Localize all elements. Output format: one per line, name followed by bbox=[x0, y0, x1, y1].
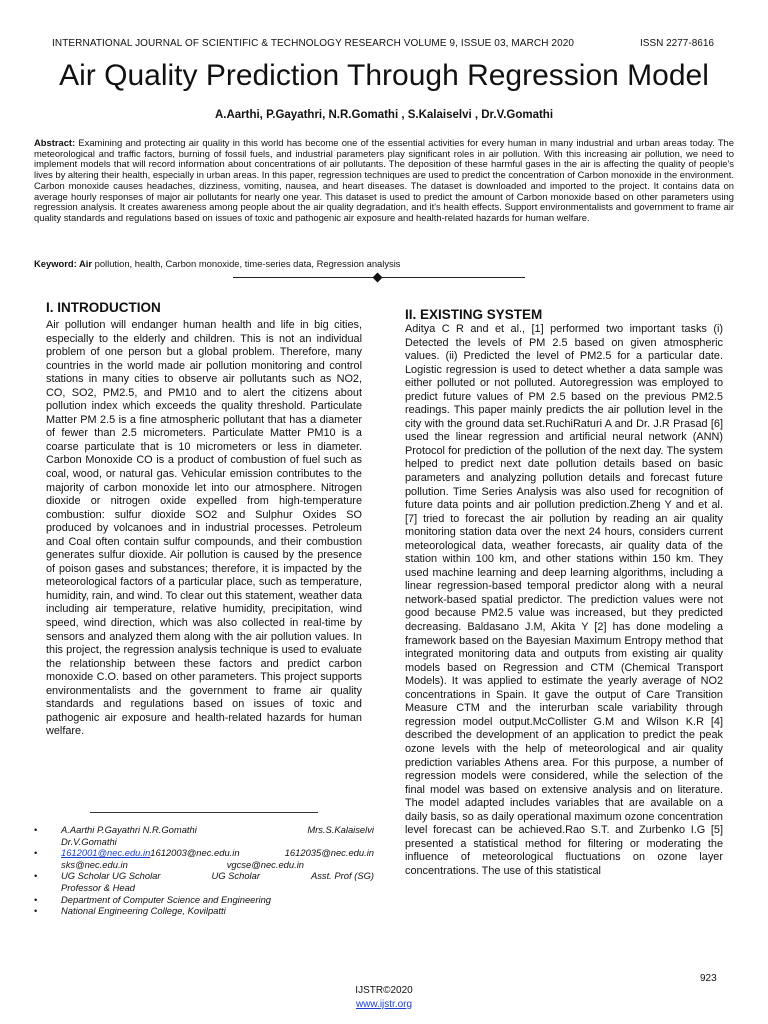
footnote-emails bbox=[34, 847, 374, 870]
role-text: Professor & Head bbox=[61, 881, 135, 893]
paper-title: Air Quality Prediction Through Regression Model bbox=[59, 59, 709, 92]
footnote-author-kalaiselvi: Mrs.S.Kalaiselvi bbox=[307, 824, 374, 835]
divider-diamond-icon bbox=[373, 272, 383, 282]
bullet-icon: • bbox=[34, 824, 38, 835]
role-text: UG Scholar bbox=[211, 870, 260, 882]
heading-existing-system: II. EXISTING SYSTEM bbox=[405, 307, 543, 322]
email-text: vgcse@nec.edu.in bbox=[226, 858, 304, 870]
footnote-authors bbox=[34, 824, 374, 847]
keywords bbox=[34, 258, 734, 269]
author-list: A.Aarthi, P.Gayathri, N.R.Gomathi , S.Kalaiselvi , Dr.V.Gomathi bbox=[214, 109, 554, 121]
footnote-college bbox=[34, 905, 374, 917]
bullet-icon: • bbox=[34, 847, 38, 859]
introduction-text: Air pollution will endanger human health and life in big cities, especially to the elderly and children. This is not an individual problem of one person but a global problem. Therefore, many countries in the world made air pollution monitoring and control stations in many cities to observe air pollutants such as NO2, CO, SO2, PM2.5, and PM10 and to alert the citizens about pollution index which exceeds the quality threshold. Particulate Matter PM 2.5 is a fine atmospheric pollutant that has a diameter of fewer than 2.5 micrometers. Particulate Matter PM10 is a coarse particulate that is 10 micrometers or less in diameter. Carbon Monoxide CO is a product of combustion of fuel such as coal, wood, or natural gas. Vehicular emission contributes to the majority of carbon monoxide let into our atmosphere. Nitrogen dioxide or nitrogen oxide expelled from high-temperature combustion: sulfur dioxide SO2 and Sulphur Oxides SO produced by volcanoes and in industrial processes. Petroleum and Coal often contain sulfur compounds, and their combustion generates sulfur dioxide. Air pollution is caused by the presence of poison gases and substances; therefore, it is impacted by the meteorological factors of a particular place, such as temperature, humidity, rain, and wind. To clear out this statement, weather data including air temperature, relative humidity, precipitation, wind speed, wind direction, which was also collected in real-time by sensors and analyzed them along with the air pollution values. In this project, the regression analysis technique is used to evaluate the relationship between these factors and predict carbon monoxide C.O. based on other parameters. This project supports environmentalists and the government to frame air quality standards and regulations based on issues of toxic and pathogenic air exposure and health-related hazards for human welfare. bbox=[46, 319, 362, 738]
footnote-department bbox=[34, 894, 374, 906]
bullet-icon: • bbox=[34, 905, 38, 917]
author-footnotes bbox=[34, 824, 374, 917]
role-text: UG Scholar UG Scholar bbox=[61, 870, 161, 882]
abstract bbox=[34, 138, 734, 224]
issn-label: ISSN 2277-8616 bbox=[640, 38, 714, 49]
footnote-rule bbox=[90, 812, 318, 813]
keyword-label: Keyword: Air bbox=[34, 258, 92, 269]
college-text: National Engineering College, Kovilpatti bbox=[61, 905, 226, 917]
keyword-text: pollution, health, Carbon monoxide, time-series data, Regression analysis bbox=[92, 258, 401, 269]
heading-introduction: I. INTRODUCTION bbox=[46, 300, 161, 315]
role-text: Asst. Prof (SG) bbox=[310, 870, 374, 882]
email-text: sks@nec.edu.in bbox=[61, 858, 128, 870]
footnote-author-names: A.Aarthi P.Gayathri N.R.Gomathi bbox=[61, 824, 197, 835]
bullet-icon: • bbox=[34, 870, 38, 882]
footer-copyright: IJSTR©2020 bbox=[355, 985, 413, 996]
page-number: 923 bbox=[700, 973, 717, 984]
email-text: 1612035@nec.edu.in bbox=[284, 847, 374, 859]
bullet-icon: • bbox=[34, 893, 38, 905]
existing-system-text: Aditya C R and et al., [1] performed two important tasks (i) Detected the levels of PM 2.5 based on given atmospheric values. (ii) Predicted the level of PM2.5 for a particular date. Logistic regression is used to detect whether a data sample was either polluted or not polluted. Autoregression was employed to predict future values of PM 2.5 based on the previous PM2.5 readings. This paper mainly predicts the air pollution level in the city with the ground data set.RuchiRaturi A and Dr. J.R Prasad [6] used the linear regression and artificial neural network (ANN) Protocol for prediction of the pollution of the next day. The system helped to predict next date pollution details based on basic parameters and analyzing pollution details and forecast future pollution. Time Series Analysis was also used for recognition of future data points and air pollution prediction.Zheng Y and et al. [7] tried to forecast the air pollution by reading an air quality monitoring station data over the next 24 hours, considers current meteorological data, weather forecasts, air quality data of the station within 100 km, and other stations within 150 km. They used machine learning and deep learning algorithms, including a linear regression-based temporal predictor along with a neural network-based spatial predictor. The prediction values were not good because PM2.5 value was increased, but they predicted decreasing. Baldasano J.M, Akita Y [2] has done modeling a framework based on the Bayesian Maximum Entropy method that integrated monitoring data and outputs from existing air quality models based on Regression and CTM (Chemical Transport Models). It was applied to estimate the yearly average of NO2 concentrations in Spain. It gave the output of Care Transition Measure CTM and the interurban scale variability through regression model output.McCollister G.M and Wilson K.R [4] described the development of an application to predict the peak ozone levels with the help of meteorological and air quality prediction variables Athens area. For this purpose, a number of regression models were considered, while the selection of the final model was based on extensive analysis and on literature. The model adapted includes variables that are available on a daily basis, so as daily operational maximum ozone concentration level forecast can be achieved.Rao S.T. and Zurbenko I.G [5] presented a statistical method for filtering or moderating the influence of meteorological fluctuations on ozone layer concentrations. The use of this statistical bbox=[405, 323, 723, 877]
footnote-roles bbox=[34, 870, 374, 893]
footer-website-link[interactable]: www.ijstr.org bbox=[355, 999, 413, 1010]
footnote-author-gomathi: Dr.V.Gomathi bbox=[61, 835, 117, 847]
email-link[interactable]: 1612001@nec.edu.in bbox=[61, 847, 151, 859]
email-text: 1612003@nec.edu.in bbox=[150, 847, 240, 859]
journal-header: INTERNATIONAL JOURNAL OF SCIENTIFIC & TECHNOLOGY RESEARCH VOLUME 9, ISSUE 03, MARCH 2020 bbox=[52, 38, 575, 49]
abstract-text: Examining and protecting air quality in this world has become one of the essential activities for every human in many industrial and urban areas today. The meteorological and traffic factors, burning of fossil fuels, and industrial parameters play significant roles in air pollution. With this increasing air pollution, we need to implement models that will record information about concentrations of air pollutants. The deposition of these harmful gases in the air is affecting the quality of people's lives by altering their health, especially in urban areas. In this paper, regression techniques are used to predict the concentration of Carbon monoxide in the environment. Carbon monoxide causes headaches, dizziness, vomiting, nausea, and heart diseases. The dataset is downloaded and imported to the project. It contains data on average hourly responses of major air pollutants for nearly one year. This dataset is used to predict the amount of Carbon monoxide based on other parameters using regression analysis. It creates awareness among people about the air quality degradation, and it's health effects. Support environmentalists and government to frame air quality standards and regulations based on issues of toxic and pathogenic air exposure and health-related hazards for human welfare. bbox=[34, 137, 734, 223]
department-text: Department of Computer Science and Engineering bbox=[61, 893, 272, 905]
abstract-label: Abstract: bbox=[34, 137, 76, 148]
